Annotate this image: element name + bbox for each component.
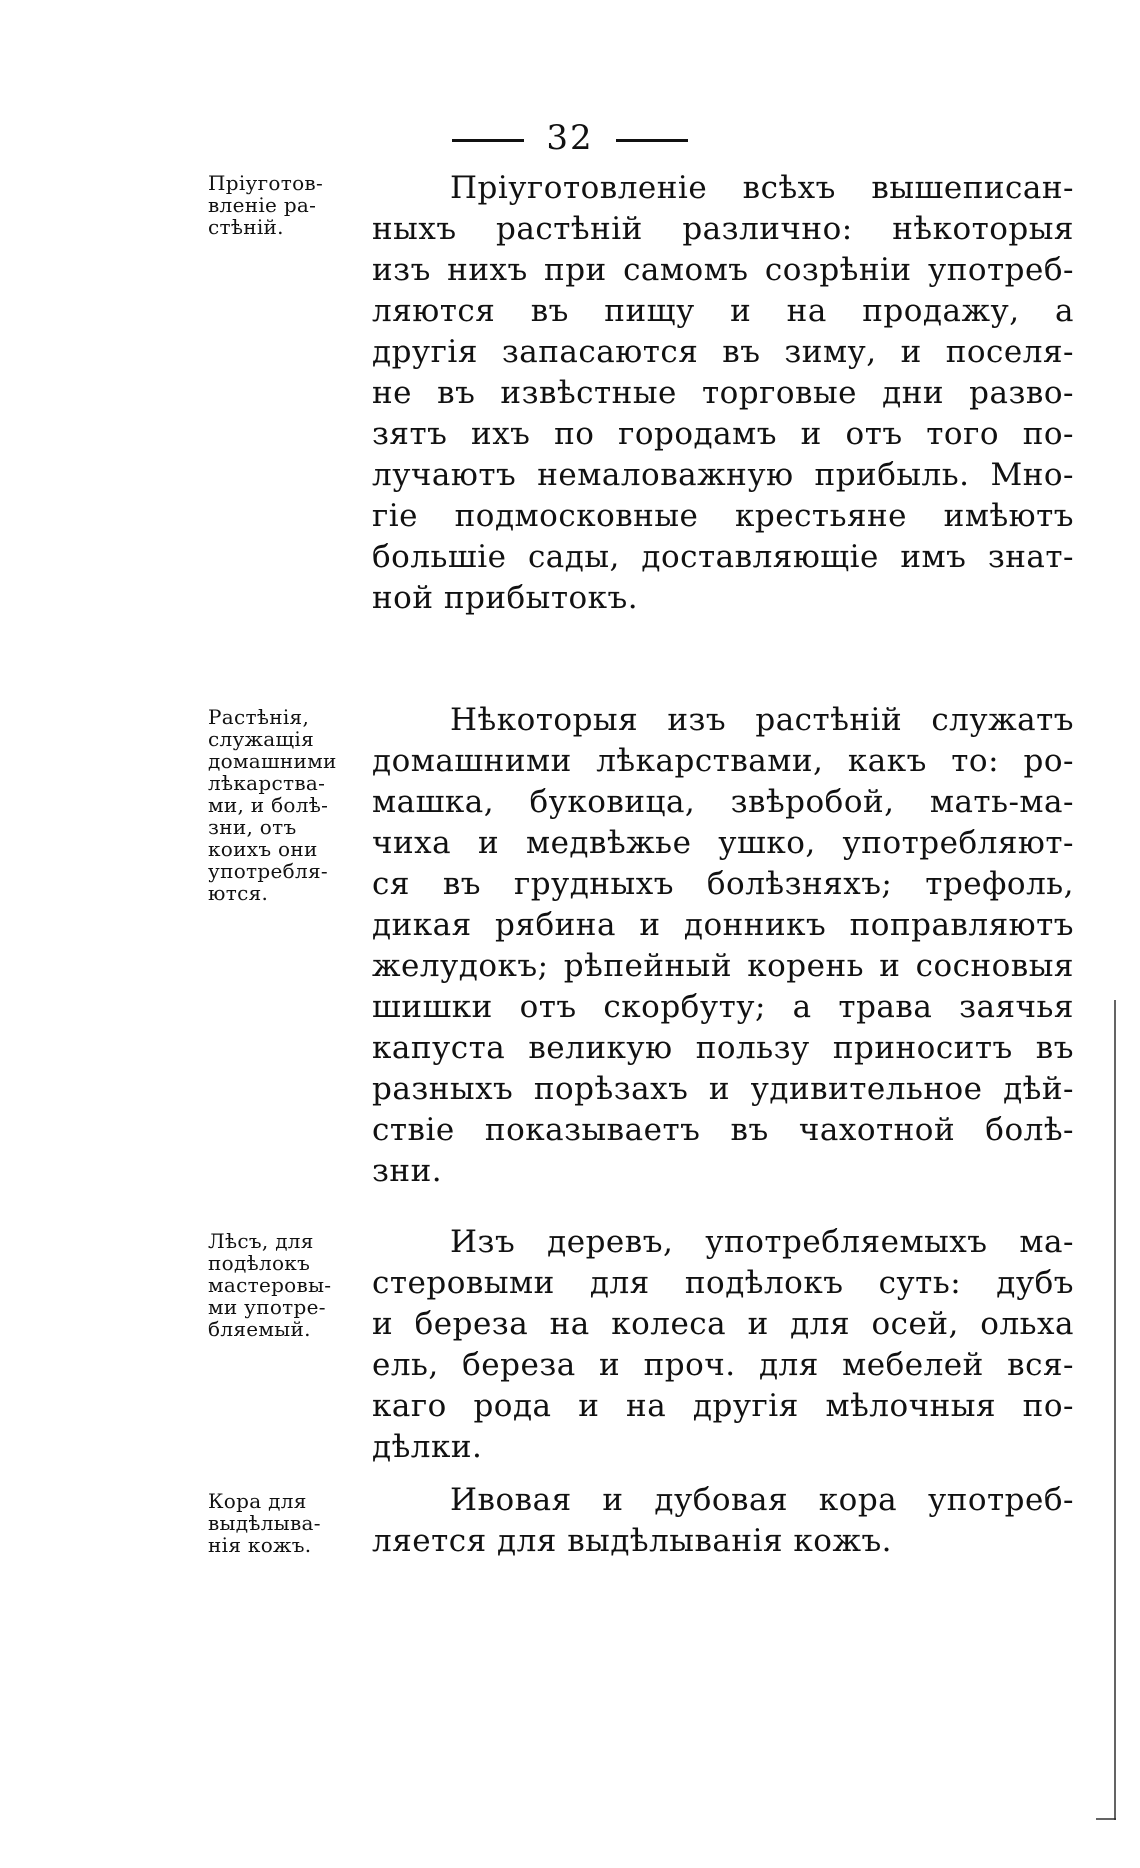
text-line: капуста великую пользу приноситъ въ bbox=[372, 1030, 1074, 1066]
text-line: каго рода и на другія мѣлочныя по- bbox=[372, 1388, 1074, 1424]
margin-note-line: Кора для bbox=[208, 1489, 307, 1513]
margin-note-line: выдѣлыва- bbox=[208, 1511, 321, 1535]
text-line: чиха и медвѣжье ушко, употребляют- bbox=[372, 825, 1074, 861]
text-line: дикая рябина и донникъ поправляютъ bbox=[372, 907, 1074, 943]
text-line: стеровыми для подѣлокъ суть: дубъ bbox=[372, 1265, 1074, 1301]
text-line: ныхъ растѣній различно: нѣкоторыя bbox=[372, 211, 1074, 247]
paragraph-timber bbox=[372, 1222, 1074, 1468]
text-line: дѣлки. bbox=[372, 1429, 483, 1465]
margin-note-line: зни, отъ bbox=[208, 815, 297, 839]
text-line: домашними лѣкарствами, какъ то: ро- bbox=[372, 743, 1074, 779]
text-line: Нѣкоторыя изъ растѣній служатъ bbox=[450, 702, 1074, 738]
text-line: машка, буковица, звѣробой, мать-ма- bbox=[372, 784, 1074, 820]
margin-note-line: ми, и болѣ- bbox=[208, 793, 329, 817]
margin-note-medicinal bbox=[208, 706, 366, 904]
text-line: шишки отъ скорбуту; а трава заячья bbox=[372, 989, 1074, 1025]
page-edge-line bbox=[1114, 1000, 1116, 1820]
margin-note-timber bbox=[208, 1230, 366, 1340]
margin-note-line: домашними bbox=[208, 749, 337, 773]
page-number: 32 bbox=[546, 118, 594, 158]
text-line: ной прибытокъ. bbox=[372, 580, 639, 616]
text-line: изъ нихъ при самомъ созрѣніи употреб- bbox=[372, 252, 1074, 288]
margin-note-line: бляемый. bbox=[208, 1317, 311, 1341]
text-line: зятъ ихъ по городамъ и отъ того по- bbox=[372, 416, 1074, 452]
text-line: большіе сады, доставляющіе имъ знат- bbox=[372, 539, 1074, 575]
header-dash-right bbox=[616, 139, 688, 142]
margin-note-line: служащія bbox=[208, 727, 315, 751]
margin-note-bark bbox=[208, 1490, 366, 1556]
text-line: лучаютъ немаловажную прибыль. Мно- bbox=[372, 457, 1074, 493]
text-line: Изъ деревъ, употребляемыхъ ма- bbox=[450, 1224, 1074, 1260]
margin-note-line: ются. bbox=[208, 881, 269, 905]
page-edge-corner bbox=[1096, 1818, 1116, 1820]
text-line: гіе подмосковные крестьяне имѣютъ bbox=[372, 498, 1074, 534]
margin-note-line: стѣній. bbox=[208, 215, 284, 239]
margin-note-line: Лѣсъ, для bbox=[208, 1229, 314, 1253]
paragraph-medicinal-plants bbox=[372, 700, 1074, 1192]
margin-note-line: вленіе ра- bbox=[208, 193, 317, 217]
text-line: ляются въ пищу и на продажу, а bbox=[372, 293, 1074, 329]
margin-note-line: Пріуготов- bbox=[208, 171, 324, 195]
text-line: ляется для выдѣлыванія кожъ. bbox=[372, 1523, 893, 1559]
margin-note-line: употребля- bbox=[208, 859, 328, 883]
text-line: желудокъ; рѣпейный корень и сосновыя bbox=[372, 948, 1074, 984]
text-line: ель, береза и проч. для мебелей вся- bbox=[372, 1347, 1074, 1383]
paragraph-preparation bbox=[372, 168, 1074, 619]
page-header bbox=[0, 118, 1140, 158]
margin-note-line: Растѣнія, bbox=[208, 705, 310, 729]
margin-note-line: подѣлокъ bbox=[208, 1251, 311, 1275]
margin-note-line: лѣкарства- bbox=[208, 771, 326, 795]
text-line: Пріуготовленіе всѣхъ вышеписан- bbox=[450, 170, 1074, 206]
text-line: и береза на колеса и для осей, ольха bbox=[372, 1306, 1074, 1342]
text-line: Ивовая и дубовая кора употреб- bbox=[450, 1482, 1074, 1518]
margin-note-line: коихъ они bbox=[208, 837, 318, 861]
header-dash-left bbox=[452, 139, 524, 142]
margin-note-preparation bbox=[208, 172, 366, 238]
margin-note-line: ми употре- bbox=[208, 1295, 326, 1319]
text-line: другія запасаются въ зиму, и поселя- bbox=[372, 334, 1074, 370]
paragraph-bark bbox=[372, 1480, 1074, 1562]
text-line: ствіе показываетъ въ чахотной болѣ- bbox=[372, 1112, 1074, 1148]
margin-note-line: мастеровы- bbox=[208, 1273, 332, 1297]
margin-note-line: нія кожъ. bbox=[208, 1533, 312, 1557]
text-line: ся въ грудныхъ болѣзняхъ; трефоль, bbox=[372, 866, 1074, 902]
text-line: разныхъ порѣзахъ и удивительное дѣй- bbox=[372, 1071, 1074, 1107]
text-line: не въ извѣстные торговые дни разво- bbox=[372, 375, 1074, 411]
text-line: зни. bbox=[372, 1153, 443, 1189]
